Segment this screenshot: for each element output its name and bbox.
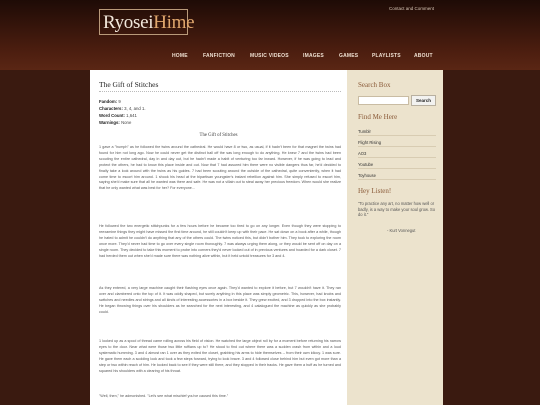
links-heading: Find Me Here	[358, 113, 398, 121]
meta-warnings	[99, 120, 131, 125]
story-title: The Gift of Stitches	[199, 133, 238, 138]
meta-value: 1,641	[126, 113, 137, 118]
sidebar	[347, 70, 443, 405]
meta-label: Fandom:	[99, 99, 118, 104]
title-divider	[99, 91, 341, 92]
meta-value: 3, 4, and 1.	[124, 106, 146, 111]
search-button[interactable]: Search	[411, 95, 436, 106]
meta-value: 9	[118, 99, 121, 104]
sidebar-link-youtube[interactable]: Youtube	[358, 161, 436, 169]
nav-images[interactable]: IMAGES	[303, 53, 324, 59]
meta-characters	[99, 106, 146, 111]
nav-about[interactable]: ABOUT	[414, 53, 433, 59]
meta-word-count	[99, 113, 137, 118]
story-paragraph: As they entered, a very large machine caught their flashing eyes once again. They'd wanted to explore it before, but 7 wouldn't have it. They ran over and clambered onto the top of it. It was oddly shaped, but surely anything in this place was simply geometric. This, however, had knobs and switches and needles and strings and all kinds of interesting accessories in a box beside it. They grew excited, and 3 dropped into the box instantly. He began throwing things over his shoulders as he searched for the next interesting, and 4 catalogued the machine as quickly as she probably could.	[99, 286, 341, 314]
sidebar-link-tumblr[interactable]: Tumblr	[358, 128, 436, 136]
sidebar-link-flight-rising[interactable]: Flight Rising	[358, 139, 436, 147]
nav-playlists[interactable]: PLAYLISTS	[372, 53, 401, 59]
site-logo[interactable]	[99, 9, 195, 35]
search-input[interactable]	[358, 96, 409, 105]
quote-heading: Hey Listen!	[358, 187, 392, 195]
nav-music-videos[interactable]: MUSIC VIDEOS	[250, 53, 289, 59]
story-paragraph: 1 gave a "humph" as he followed the twins around the cathedral. He would have 8 or two, as usual, if it hadn't been for that magnet the twins had found for him not long ago. Now he could never get the distinct ball off the sas long enough to do anything. He knew 7 and the twins had been scouting the entire cathedral, day in and day out, but he hadn't made a habit of venturing too far inward. However, if he was going to lead and protect the others, he had to know this place inside and out. Now that 7 had assured him there were no visible dangers thus far, he'd decided to finally take a look around with the twins as his guides. 7 had been scouting around the outside of the cathedral, quite conveniently, when it had come time to escort him around. 1 shook his head at the bipartisan youngster's instant rebellion against him. She simply refused to escort him, saying she'd make sure that all he wanted was there and safe. He was not a villain out to steal away her precious freedom. When would she realize that he only wanted what was best for her? For everyone...	[99, 145, 341, 191]
story-paragraph: He followed the two energetic stitchpunks for a few hours before he became too tired to go on any longer. Even though they were stopping to reexamine things they might have missed the first time around, he still couldn't keep up with their pace. He sat down on a book after a while, though he hated to admit he couldn't do anything that any of the others could. The twins noticed this, but didn't bother him. They took to exploring the room once more. They'd never had time to go over every single room thoroughly. 7 was always urging them along, or they would be sent off on day on a single room. They decided to take this moment to probe into corners they'd never looked out of in previous ventures and hoarded for a dark closet. 7 had herded them out when she'd made sure there was nothing alive within, but it held untold treasures for 3 and 4.	[99, 224, 341, 258]
quote-text: "To practice any art, no matter how well or badly, is a way to make your soul grow. So do it."	[358, 201, 436, 218]
header-bar	[0, 0, 540, 70]
contact-link[interactable]: Contact and Comment	[388, 6, 434, 11]
meta-label: Characters:	[99, 106, 123, 111]
sidebar-link-toyhouse[interactable]: Toyhouse	[358, 172, 436, 180]
search-heading: Search Box	[358, 81, 391, 89]
meta-label: Word Count:	[99, 113, 125, 118]
nav-fanfiction[interactable]: FANFICTION	[203, 53, 235, 59]
meta-fandom	[99, 99, 121, 104]
logo-text-primary: Ryosei	[103, 12, 154, 33]
nav-home[interactable]: HOME	[172, 53, 188, 59]
nav-games[interactable]: GAMES	[339, 53, 359, 59]
meta-label: Warnings:	[99, 120, 120, 125]
story-paragraph: "Well, then," he admonished. "Let's see what mischief you've caused this time."	[99, 394, 229, 398]
story-paragraph: 1 looked up as a spool of thread came rolling across his field of vision. He watched the large object roll by for a moment before returning his narrow eyes to the door. Near what were those two little ruffians up to? He stood to find out where there was a sudden crash from within and a loud systematic humming. 3 and 4 almost ran 1 over as they exited the closet, grabbing his arms to hide themselves -- from their own idiocy. 1 was sure. He gave them each a scolding look and took a few steps forward, trying to look brave. 3 and 4 followed close behind him but even got more than a step or two within reach of him. He looked back to see if they were still there, and they stopped in their tracks. He gave them a huff as he turned and squared his shoulders with a clearing of his throat.	[99, 339, 341, 373]
post-title[interactable]: The Gift of Stitches	[99, 80, 159, 89]
sidebar-link-ao3[interactable]: AO3	[358, 150, 436, 158]
quote-author: - Kurt Vonnegut	[387, 228, 416, 233]
main-nav	[0, 40, 540, 70]
main-content	[90, 70, 347, 405]
logo-text-accent: Hime	[153, 12, 195, 33]
meta-value: None	[121, 120, 132, 125]
